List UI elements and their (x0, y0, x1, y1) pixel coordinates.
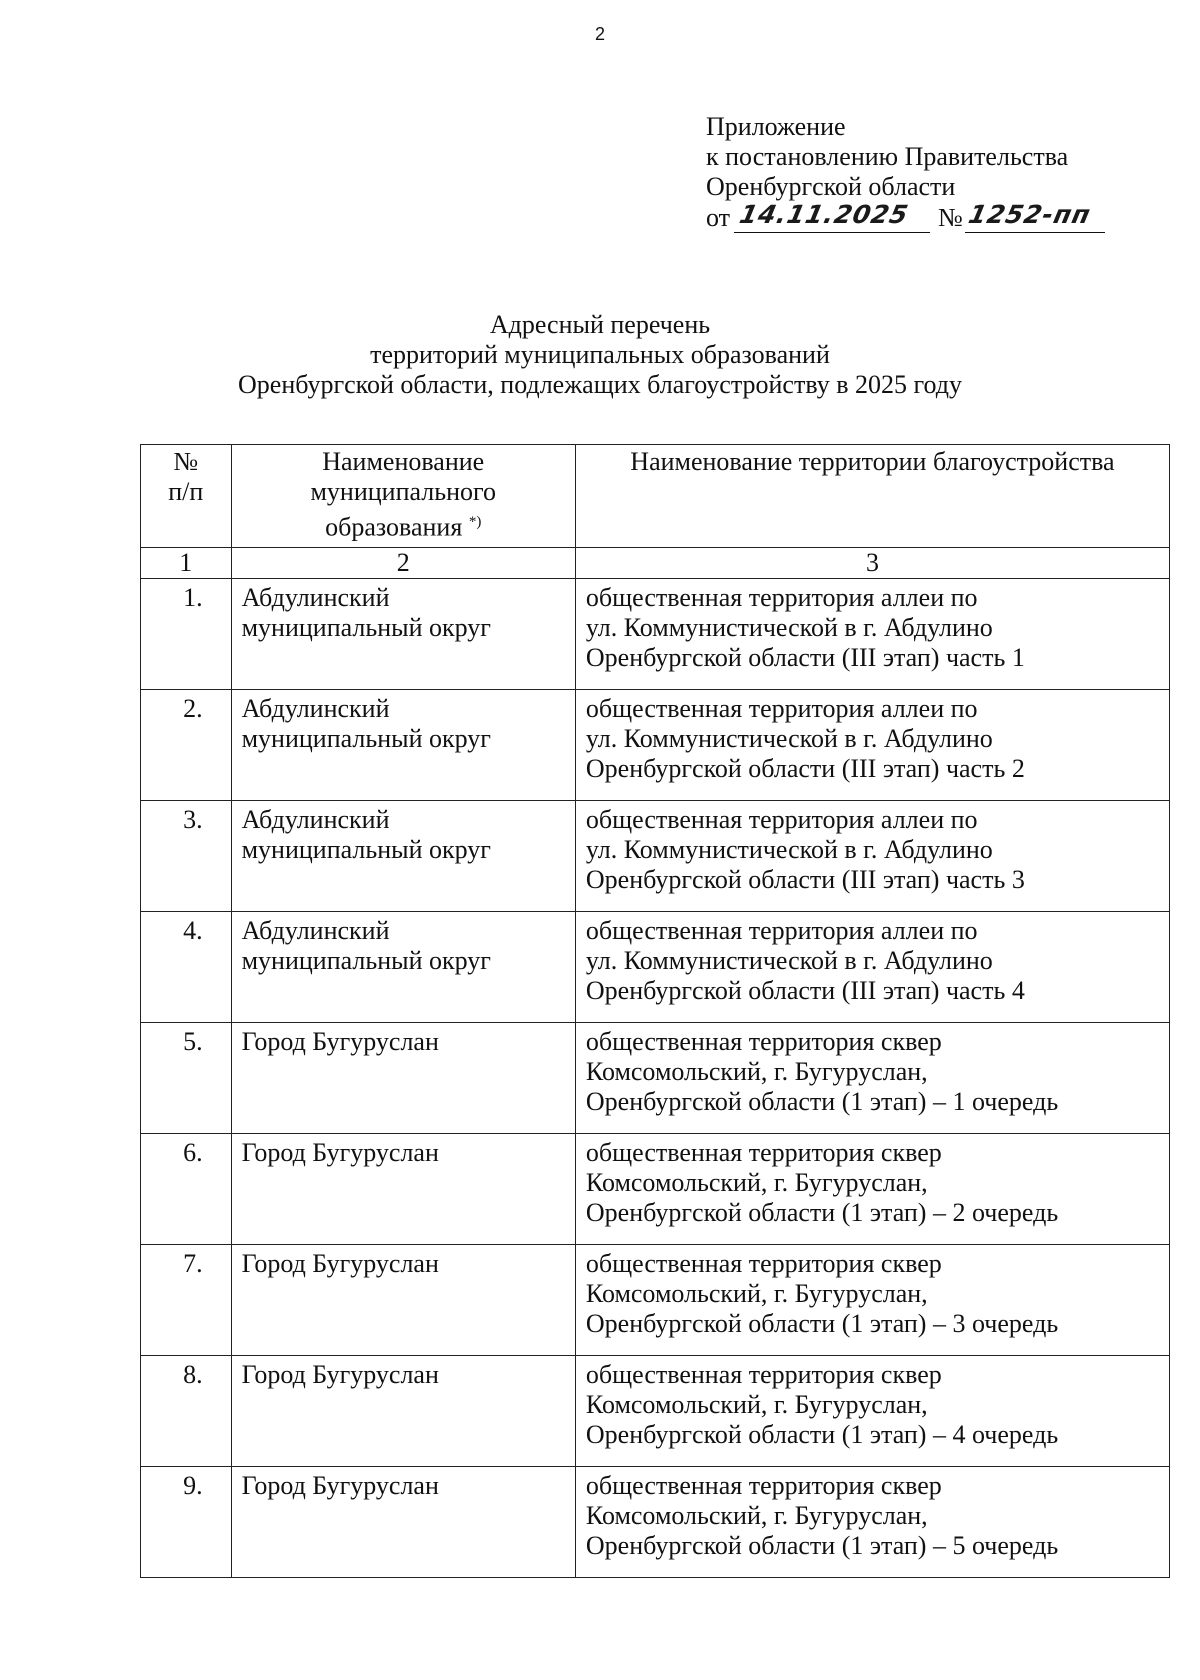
header-number-line-2: п/п (168, 477, 204, 506)
row-number: 7. (141, 1244, 232, 1355)
table-row (141, 1133, 1170, 1244)
row-number: 5. (141, 1022, 232, 1133)
territory-line: общественная территория аллеи по (585, 804, 978, 834)
appendix-line-1: Приложение (706, 112, 846, 141)
column-index-2: 2 (231, 547, 575, 578)
row-municipality (231, 1355, 575, 1466)
territory-line: Оренбургской области (1 этап) – 2 очередь (585, 1197, 1059, 1227)
municipality-line: Город Бугуруслан (241, 1359, 439, 1389)
row-territory (575, 578, 1169, 689)
territory-line: Оренбургской области (III этап) часть 4 (585, 975, 1025, 1005)
territory-table (140, 444, 1170, 1578)
territory-line: Оренбургской области (III этап) часть 1 (585, 642, 1025, 672)
row-territory (575, 689, 1169, 800)
appendix-block (706, 112, 1113, 233)
header-municipality-line-3 (238, 507, 569, 543)
row-number: 1. (141, 578, 232, 689)
territory-line: Оренбургской области (III этап) часть 2 (585, 753, 1025, 783)
municipality-line: Город Бугуруслан (241, 1470, 439, 1500)
territory-line: общественная территория аллеи по (585, 915, 978, 945)
date-field (734, 202, 930, 233)
territory-line: Оренбургской области (1 этап) – 1 очередь (585, 1086, 1059, 1116)
page-number: 2 (594, 24, 605, 44)
row-number: 8. (141, 1355, 232, 1466)
row-municipality (231, 689, 575, 800)
territory-line: общественная территория аллеи по (585, 693, 978, 723)
row-municipality (231, 1022, 575, 1133)
row-territory (575, 1133, 1169, 1244)
row-municipality (231, 1133, 575, 1244)
municipality-line: муниципальный округ (241, 612, 491, 642)
row-municipality (231, 1466, 575, 1577)
header-territory: Наименование территории благоустройства (575, 445, 1169, 548)
date-prefix: от (706, 203, 731, 232)
territory-line: Комсомольский, г. Бугуруслан, (585, 1500, 928, 1530)
row-territory (575, 1244, 1169, 1355)
municipality-line: Абдулинский (241, 804, 390, 834)
number-field (965, 202, 1105, 233)
territory-line: ул. Коммунистической в г. Абдулино (585, 612, 993, 642)
row-number: 6. (141, 1133, 232, 1244)
handwritten-number: 1252-пп (965, 200, 1094, 229)
row-number: 2. (141, 689, 232, 800)
table-header-row (141, 445, 1170, 548)
row-municipality (231, 800, 575, 911)
municipality-line: Город Бугуруслан (241, 1248, 439, 1278)
territory-line: Комсомольский, г. Бугуруслан, (585, 1389, 928, 1419)
table-row (141, 911, 1170, 1022)
footnote-marker: *) (468, 514, 482, 530)
territory-line: Комсомольский, г. Бугуруслан, (585, 1056, 928, 1086)
table-row (141, 800, 1170, 911)
territory-line: Оренбургской области (1 этап) – 5 очередь (585, 1530, 1059, 1560)
appendix-date-number-line (706, 202, 1113, 233)
row-number: 3. (141, 800, 232, 911)
table-row (141, 1244, 1170, 1355)
header-municipality-line-1: Наименование (322, 447, 485, 476)
table-row (141, 578, 1170, 689)
header-number-line-1: № (173, 447, 199, 476)
territory-line: общественная территория сквер (585, 1026, 942, 1056)
title-line-3: Оренбургской области, подлежащих благоустройству в 2025 году (238, 370, 962, 399)
territory-line: общественная территория сквер (585, 1248, 942, 1278)
row-municipality (231, 911, 575, 1022)
territory-line: ул. Коммунистической в г. Абдулино (585, 834, 993, 864)
row-territory (575, 911, 1169, 1022)
municipality-line: Абдулинский (241, 915, 390, 945)
territory-line: общественная территория аллеи по (585, 582, 978, 612)
column-index-1: 1 (141, 547, 232, 578)
header-municipality-text: образования (325, 512, 463, 542)
territory-line: общественная территория сквер (585, 1470, 942, 1500)
municipality-line: Город Бугуруслан (241, 1137, 439, 1167)
municipality-line: Город Бугуруслан (241, 1026, 439, 1056)
row-number: 9. (141, 1466, 232, 1577)
header-municipality-line-2: муниципального (310, 477, 497, 506)
table-row (141, 689, 1170, 800)
appendix-line-3: Оренбургской области (706, 172, 956, 201)
territory-line: Комсомольский, г. Бугуруслан, (585, 1278, 928, 1308)
row-territory (575, 1022, 1169, 1133)
header-municipality (231, 445, 575, 548)
title-line-1: Адресный перечень (489, 310, 711, 339)
title-line-2: территорий муниципальных образований (370, 340, 830, 369)
territory-line: общественная территория сквер (585, 1359, 942, 1389)
municipality-line: муниципальный округ (241, 834, 491, 864)
municipality-line: Абдулинский (241, 582, 390, 612)
territory-line: Оренбургской области (1 этап) – 3 очередь (585, 1308, 1059, 1338)
territory-line: Оренбургской области (1 этап) – 4 очередь (585, 1419, 1059, 1449)
territory-line: Комсомольский, г. Бугуруслан, (585, 1167, 928, 1197)
municipality-line: муниципальный округ (241, 723, 491, 753)
row-territory (575, 1466, 1169, 1577)
column-index-3: 3 (575, 547, 1169, 578)
appendix-line-2: к постановлению Правительства (706, 142, 1069, 171)
municipality-line: муниципальный округ (241, 945, 491, 975)
row-number: 4. (141, 911, 232, 1022)
handwritten-date: 14.11.2025 (737, 200, 912, 229)
document-title (0, 310, 1200, 400)
row-territory (575, 1355, 1169, 1466)
row-territory (575, 800, 1169, 911)
header-number (141, 445, 232, 548)
table-row (141, 1355, 1170, 1466)
territory-line: ул. Коммунистической в г. Абдулино (585, 945, 993, 975)
table-row (141, 1466, 1170, 1577)
column-index-row (141, 547, 1170, 578)
municipality-line: Абдулинский (241, 693, 390, 723)
territory-line: Оренбургской области (III этап) часть 3 (585, 864, 1025, 894)
row-municipality (231, 1244, 575, 1355)
row-municipality (231, 578, 575, 689)
number-prefix: № (938, 203, 963, 232)
territory-line: ул. Коммунистической в г. Абдулино (585, 723, 993, 753)
table-row (141, 1022, 1170, 1133)
territory-line: общественная территория сквер (585, 1137, 942, 1167)
